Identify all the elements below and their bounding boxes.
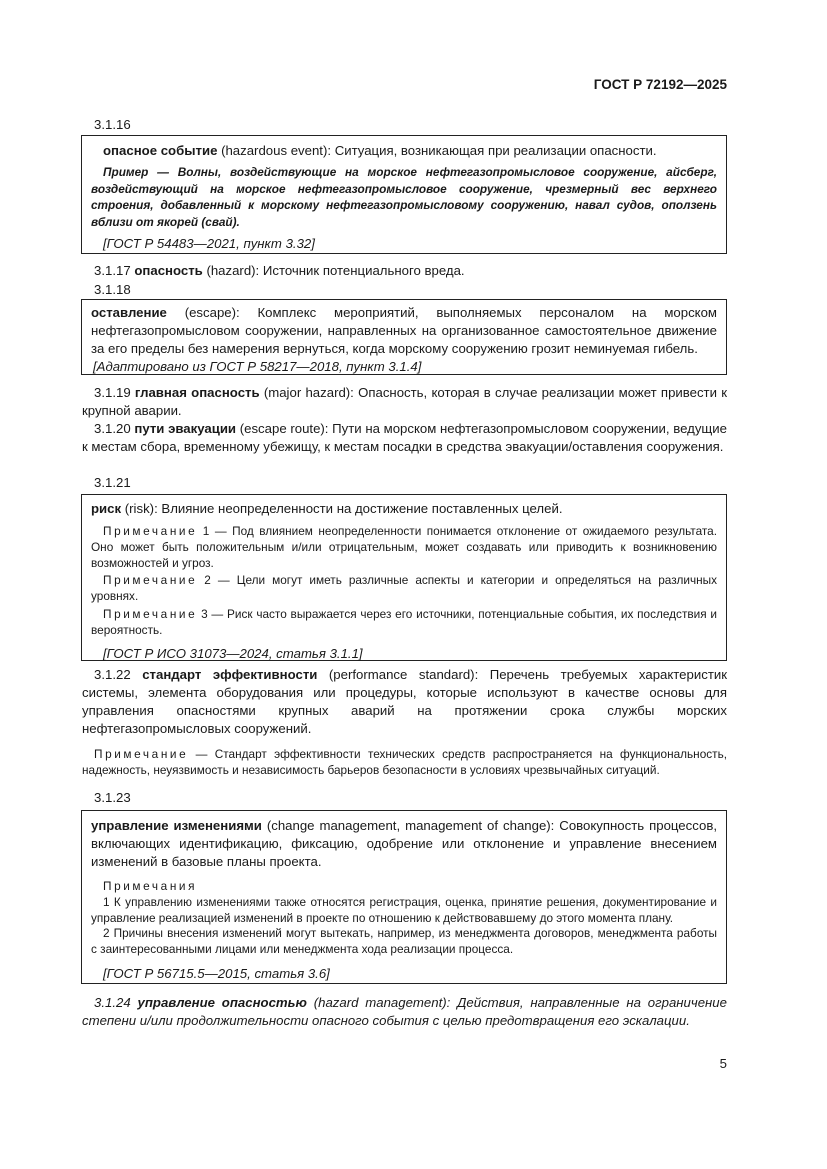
term-box-3-1-21 bbox=[81, 494, 727, 661]
term-3-1-19 bbox=[82, 384, 727, 420]
term-title: опасность bbox=[134, 263, 203, 278]
note-3 bbox=[91, 607, 717, 639]
term-title: стандарт эффективности bbox=[142, 667, 318, 682]
note-3-1-22 bbox=[82, 747, 727, 779]
term-number: 3.1.24 bbox=[94, 995, 138, 1010]
term-3-1-17 bbox=[82, 262, 727, 280]
note-label: Примечание bbox=[94, 747, 189, 761]
term-3-1-20 bbox=[82, 420, 727, 456]
term-3-1-24 bbox=[82, 994, 727, 1030]
term-box-3-1-18 bbox=[81, 299, 727, 375]
term-text: (hazard management): Действия, направленные на ограничение степени и/или продолжительности опасного события с целью предотвращения его эскалации. bbox=[82, 995, 727, 1028]
term-number-3-1-18: 3.1.18 bbox=[94, 282, 131, 297]
note-2 bbox=[91, 573, 717, 605]
term-title: риск bbox=[91, 501, 122, 516]
term-definition bbox=[91, 500, 717, 518]
term-title: оставление bbox=[91, 305, 167, 320]
term-box-3-1-23 bbox=[81, 810, 727, 984]
term-number: 3.1.20 bbox=[94, 421, 135, 436]
page-number: 5 bbox=[719, 1056, 727, 1071]
term-number: 3.1.19 bbox=[94, 385, 135, 400]
term-definition bbox=[91, 304, 717, 358]
note-text: 2 — Цели могут иметь различные аспекты и категории и определяться на различных уровнях. bbox=[91, 573, 717, 604]
source-ref: [ГОСТ Р 54483—2021, пункт 3.32] bbox=[103, 236, 315, 251]
note-text: 1 — Под влиянием неопределенности понимается отклонение от ожидаемого результата. Оно может быть положительным и/или отрицательным, может создавать или приводить к возникновению возможностей и угроз. bbox=[91, 524, 717, 570]
example-text: Пример — Волны, воздействующие на морское нефтегазопромысловое сооружение, айсберг, воздействующий на морское нефтегазопромысловое сооружение, чрезмерный вес верхнего строения, добавленный к морскому нефтегазопромысловому сооружению, навал судов, оползень вблизи от якорей (свай). bbox=[91, 165, 717, 229]
term-title: опасное событие bbox=[103, 143, 218, 158]
source-ref: [ГОСТ Р 56715.5—2015, статья 3.6] bbox=[103, 965, 330, 981]
term-text: (hazardous event): Ситуация, возникающая при реализации опасности. bbox=[217, 143, 657, 158]
term-number-3-1-16: 3.1.16 bbox=[94, 117, 131, 132]
term-title: управление опасностью bbox=[137, 995, 307, 1010]
term-text: (risk): Влияние неопределенности на достижение поставленных целей. bbox=[121, 501, 563, 516]
note-label: Примечание bbox=[103, 524, 198, 538]
note-label: Примечание bbox=[103, 573, 198, 588]
note-1: 1 К управлению изменениями также относятся регистрация, оценка, принятие решения, документирование и управление реализацией изменений в проекте по отношению к действовавшему до этого момента плану. bbox=[91, 894, 717, 925]
source-ref: [Адаптировано из ГОСТ Р 58217—2018, пункт 3.1.4] bbox=[93, 359, 422, 374]
term-number-3-1-21: 3.1.21 bbox=[94, 475, 131, 490]
term-text: (escape): Комплекс мероприятий, выполняемых персоналом на морском нефтегазопромысловом сооружении, направленных на организованное самостоятельное движение за его пределы без намерения вернуться, когда морскому сооружению грозит неминуемая гибель. bbox=[91, 305, 717, 356]
term-text: (change management, management of change): Совокупность процессов, включающих идентификацию, фиксацию, одобрение или отклонение и управление внесением изменений в базовые планы проекта. bbox=[91, 818, 717, 869]
term-title: главная опасность bbox=[134, 385, 260, 400]
term-3-1-22 bbox=[82, 666, 727, 738]
term-number: 3.1.17 bbox=[94, 263, 135, 278]
note-label: Примечание bbox=[103, 606, 198, 621]
note-2: 2 Причины внесения изменений могут вытекать, например, из менеджмента договоров, менеджмента работы с заинтересованными лицами или менеджмента хода реализации процесса. bbox=[91, 926, 717, 957]
term-text: (major hazard): Опасность, которая в случае реализации может привести к крупной аварии. bbox=[82, 385, 727, 418]
term-number: 3.1.22 bbox=[94, 667, 143, 682]
notes-label: Примечания bbox=[103, 879, 198, 893]
term-text: (hazard): Источник потенциального вреда. bbox=[202, 263, 465, 278]
term-number-3-1-23: 3.1.23 bbox=[94, 790, 131, 805]
note-1 bbox=[91, 524, 717, 571]
source-ref: [ГОСТ Р ИСО 31073—2024, статья 3.1.1] bbox=[103, 645, 363, 661]
term-definition bbox=[91, 817, 717, 871]
term-title: пути эвакуации bbox=[134, 421, 237, 436]
note-text: — Стандарт эффективности технических средств распространяется на функциональность, надежность, неуязвимость и независимость барьеров безопасности в условиях чрезвычайных ситуаций. bbox=[82, 747, 727, 777]
term-box-3-1-16 bbox=[81, 135, 727, 254]
document-id: ГОСТ Р 72192—2025 bbox=[593, 77, 727, 92]
note-text: 3 — Риск часто выражается через его источники, потенциальные события, их последствия и вероятность. bbox=[91, 606, 717, 637]
term-text: (performance standard): Перечень требуемых характеристик системы, элемента оборудования или процедуры, которые используют в качестве основы для управления опасностями крупных аварий на протяжении срока службы морских нефтегазопромысловых сооружений. bbox=[82, 667, 727, 736]
term-definition bbox=[91, 142, 717, 160]
term-title: управление изменениями bbox=[91, 818, 262, 833]
term-text: (escape route): Пути на морском нефтегазопромысловом сооружении, ведущие к местам сбора, временному убежищу, к местам посадки в средства эвакуации/оставления сооружения. bbox=[82, 421, 727, 454]
